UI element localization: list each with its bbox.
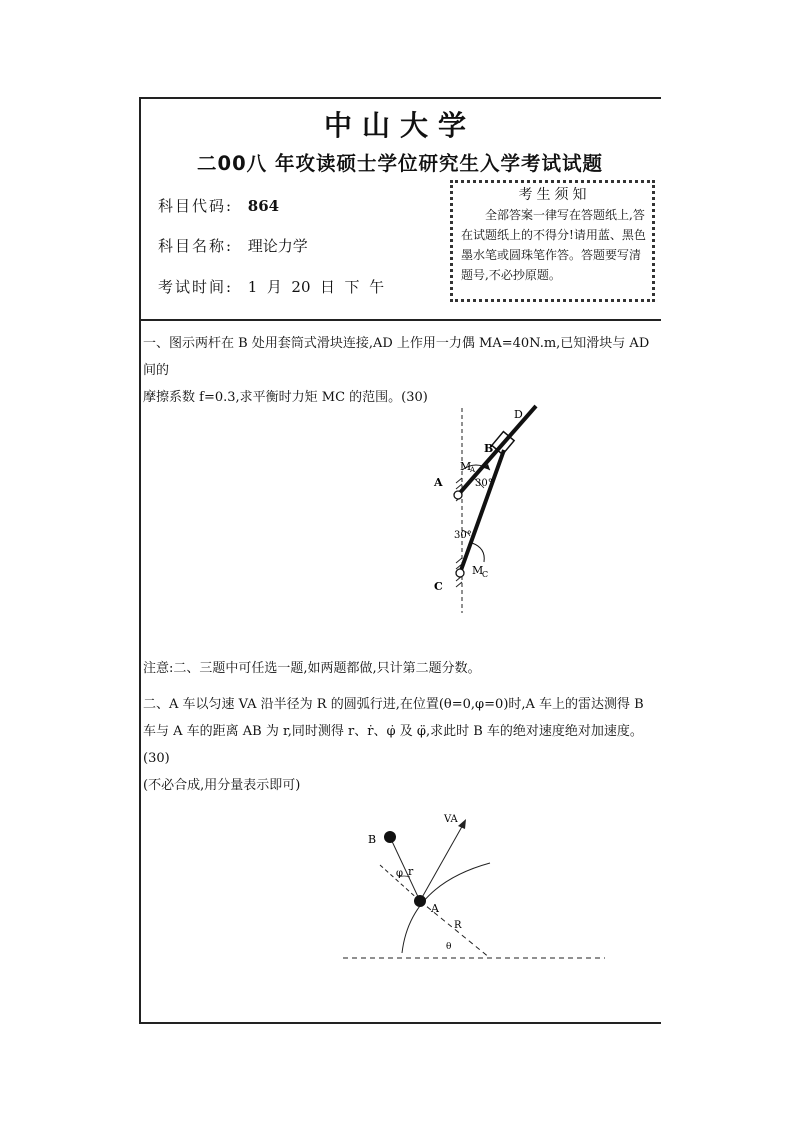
question-1-line-1: 一、图示两杆在 B 处用套筒式滑块连接,AD 上作用一力偶 MA=40N.m,已知滑块与 AD 间的 <box>143 336 650 378</box>
label-MC-sub: C <box>482 570 489 579</box>
exam-time-label: 考试时间: <box>158 278 234 296</box>
r-line <box>390 837 420 901</box>
car-A-dot <box>414 895 426 907</box>
label-VA: VA <box>444 814 458 825</box>
subject-name-value: 理论力学 <box>247 237 308 255</box>
label-B: B <box>484 442 494 455</box>
candidate-notice <box>450 180 655 302</box>
label-MA-sub: A <box>470 466 476 474</box>
velocity-VA-arrowhead <box>458 819 466 829</box>
arc-path <box>402 863 490 953</box>
notice-title: 考生须知 <box>518 187 591 203</box>
university-title: 中山大学 <box>323 109 476 142</box>
label-C: C <box>434 580 443 593</box>
pin-A <box>454 491 462 499</box>
subject-code-row <box>158 195 279 216</box>
exam-time-value: 1 月 20 日 下 午 <box>247 278 385 296</box>
label-A: A <box>434 476 443 489</box>
moment-MC-arc <box>472 543 484 562</box>
angle-label-top: 30° <box>475 478 493 489</box>
subject-code-label: 科目代码: <box>158 197 234 215</box>
exam-time-row <box>158 276 384 297</box>
label-R: R <box>454 920 462 931</box>
question-2-line-1: 二、A 车以匀速 VA 沿半径为 R 的圆弧行进,在位置(θ=0,φ=0)时,A 车上的雷达测得 B <box>143 697 644 712</box>
label-D: D <box>514 408 523 421</box>
angle-label-bottom: 30° <box>454 530 472 541</box>
question-1-line-2: 摩擦系数 f=0.3,求平衡时力矩 MC 的范围。(30) <box>143 390 428 405</box>
car-B-dot <box>384 831 396 843</box>
note-text: 注意:二、三题中可任选一题,如两题都做,只计第二题分数。 <box>143 661 481 676</box>
subject-name-row <box>158 235 308 256</box>
label-phi: φ <box>396 868 404 879</box>
label-A: A <box>431 902 439 915</box>
figure-1-rods <box>420 398 560 618</box>
subject-name-label: 科目名称: <box>158 237 234 255</box>
label-r: r <box>408 865 414 878</box>
label-MC: M <box>472 564 484 577</box>
header-divider <box>139 319 661 321</box>
subject-code-value: 864 <box>247 197 280 215</box>
label-theta: θ <box>446 942 452 952</box>
question-1-text <box>143 330 663 411</box>
question-2-line-2: 车与 A 车的距离 AB 为 r,同时测得 r、ṙ、φ̇ 及 φ̈,求此时 B 车的绝对速度绝对加速度。(30) <box>143 724 643 766</box>
question-2-line-3: (不必合成,用分量表示即可) <box>143 778 301 793</box>
velocity-VA-line <box>420 823 464 901</box>
pin-C <box>456 569 464 577</box>
label-B: B <box>368 833 377 846</box>
question-2-text <box>143 691 663 799</box>
figure-2-radar <box>340 805 610 970</box>
exam-title: 二00八 年攻读硕士学位研究生入学考试试题 <box>197 152 603 175</box>
label-MA: M <box>460 460 472 473</box>
notice-text: 全部答案一律写在答题纸上,答在试题纸上的不得分!请用蓝、黑色墨水笔或圆珠笔作答。答题要写清题号,不必抄原题。 <box>461 208 646 282</box>
